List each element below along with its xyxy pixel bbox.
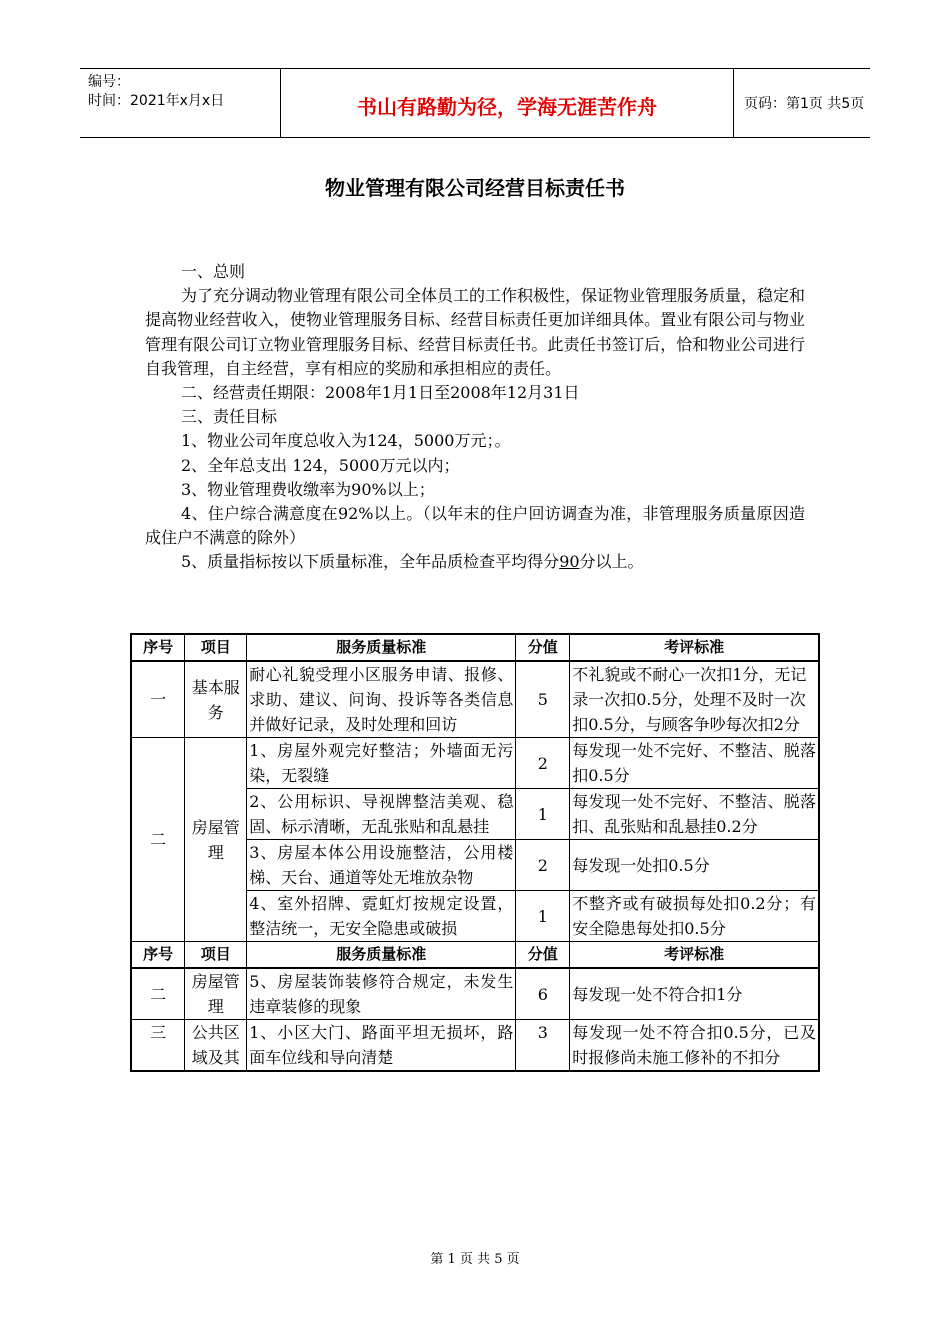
cell-score: 2	[516, 738, 570, 789]
header-meta	[80, 69, 280, 137]
column-header-score: 分值	[516, 942, 570, 969]
section-heading-general: 一、总则	[181, 262, 246, 281]
cell-standard: 4、室外招牌、霓虹灯按规定设置，整洁统一，无安全隐患或破损	[247, 891, 516, 942]
table-row	[131, 1020, 819, 1072]
header-motto: 书山有路勤为径，学海无涯苦作舟	[280, 69, 734, 137]
cell-eval: 不整齐或有破损每处扣0.2分；有安全隐患每处扣0.5分	[570, 891, 819, 942]
table-row	[131, 968, 819, 1020]
cell-item: 公共区域及其	[185, 1020, 247, 1072]
column-header-item: 项目	[185, 942, 247, 969]
column-header-item: 项目	[185, 634, 247, 661]
column-header-standard: 服务质量标准	[247, 634, 516, 661]
cell-standard: 5、房屋装饰装修符合规定，未发生违章装修的现象	[247, 968, 516, 1020]
paragraph-term: 二、经营责任期限：2008年1月1日至2008年12月31日	[181, 383, 580, 403]
target-item-5-suffix: 分以上。	[579, 552, 644, 572]
cell-standard: 1、小区大门、路面平坦无损坏，路面车位线和导向清楚	[247, 1020, 516, 1072]
column-header-eval: 考评标准	[570, 942, 819, 969]
section-heading-targets: 三、责任目标	[181, 407, 278, 427]
column-header-no: 序号	[131, 942, 185, 969]
cell-eval: 不礼貌或不耐心一次扣1分，无记录一次扣0.5分，处理不及时一次扣0.5分，与顾客争吵每次扣2分	[570, 661, 819, 738]
page-footer: 第 1 页 共 5 页	[430, 1252, 520, 1267]
table-row	[131, 661, 819, 738]
quality-standards-table	[130, 633, 820, 1072]
table-header-row-repeat	[131, 942, 819, 969]
cell-no: 一	[131, 661, 185, 738]
cell-item: 基本服务	[185, 661, 247, 738]
page-header	[80, 68, 870, 138]
cell-eval: 每发现一处不符合扣0.5分，已及时报修尚未施工修补的不扣分	[570, 1020, 819, 1072]
cell-item: 房屋管理	[185, 738, 247, 942]
cell-standard: 2、公用标识、导视牌整洁美观、稳固、标示清晰，无乱张贴和乱悬挂	[247, 789, 516, 840]
target-item-2: 2、全年总支出 124，5000万元以内；	[181, 455, 460, 475]
column-header-no: 序号	[131, 634, 185, 661]
document-body	[145, 260, 805, 575]
paragraph-general: 为了充分调动物业管理有限公司全体员工的工作积极性，保证物业管理服务质量，稳定和提高物业经营收入，使物业管理服务目标、经营目标责任更加详细具体。置业有限公司与物业管理有限公司订立物业管理服务目标、经营目标责任书。此责任书签订后，恰和物业公司进行自我管理，自主经营，享有相应的奖励和承担相应的责任。	[145, 286, 806, 378]
target-item-1: 1、物业公司年度总收入为124，5000万元；。	[181, 431, 511, 451]
cell-item: 房屋管理	[185, 968, 247, 1020]
cell-no: 二	[131, 738, 185, 942]
cell-standard: 1、房屋外观完好整洁；外墙面无污染，无裂缝	[247, 738, 516, 789]
cell-score: 5	[516, 661, 570, 738]
target-score: 90	[559, 552, 580, 572]
column-header-score: 分值	[516, 634, 570, 661]
cell-no: 三	[131, 1020, 185, 1072]
document-title: 物业管理有限公司经营目标责任书	[325, 176, 625, 200]
cell-score: 1	[516, 789, 570, 840]
cell-score: 1	[516, 891, 570, 942]
cell-score: 6	[516, 968, 570, 1020]
target-item-5	[145, 550, 805, 574]
target-item-4: 4、住户综合满意度在92%以上。（以年末的住户回访调查为准，非管理服务质量原因造成住户不满意的除外）	[145, 504, 805, 548]
cell-no: 二	[131, 968, 185, 1020]
target-item-5-text: 5、质量指标按以下质量标准，全年品质检查平均得分	[181, 552, 560, 572]
table-row	[131, 738, 819, 789]
cell-score: 3	[516, 1020, 570, 1072]
document-date: 时间：2021年x月x日	[88, 93, 225, 109]
column-header-standard: 服务质量标准	[247, 942, 516, 969]
cell-standard: 3、房屋本体公用设施整洁，公用楼梯、天台、通道等处无堆放杂物	[247, 840, 516, 891]
cell-eval: 每发现一处不完好、不整洁、脱落扣0.5分	[570, 738, 819, 789]
cell-standard: 耐心礼貌受理小区服务申请、报修、求助、建议、问询、投诉等各类信息并做好记录，及时处理和回访	[247, 661, 516, 738]
column-header-eval: 考评标准	[570, 634, 819, 661]
cell-score: 2	[516, 840, 570, 891]
target-item-3: 3、物业管理费收缴率为90%以上；	[181, 479, 435, 499]
cell-eval: 每发现一处不完好、不整洁、脱落扣、乱张贴和乱悬挂0.2分	[570, 789, 819, 840]
header-page-number: 页码：第1页 共5页	[744, 96, 865, 112]
table-header-row	[131, 634, 819, 661]
cell-eval: 每发现一处扣0.5分	[570, 840, 819, 891]
cell-eval: 每发现一处不符合扣1分	[570, 968, 819, 1020]
document-number: 编号：	[88, 74, 130, 90]
